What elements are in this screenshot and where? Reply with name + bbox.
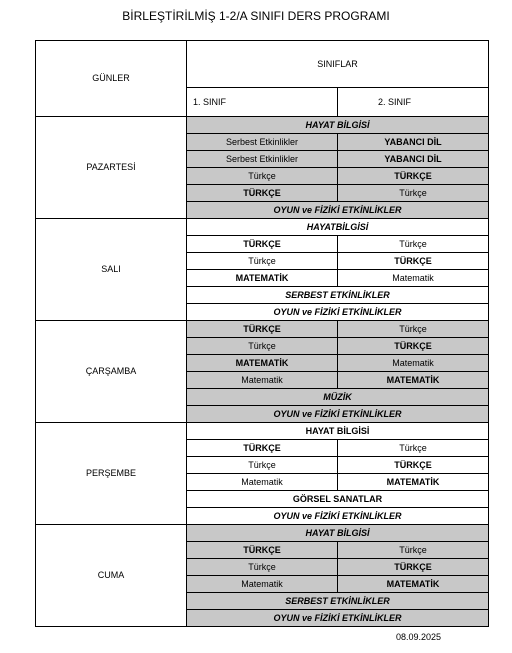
lesson-cell-class2: TÜRKÇE <box>338 168 489 185</box>
lesson-cell-class1: Serbest Etkinlikler <box>187 151 338 168</box>
schedule-table <box>35 40 489 627</box>
table-row <box>36 525 489 542</box>
table-row <box>36 423 489 440</box>
lesson-cell-class2: Türkçe <box>338 321 489 338</box>
lesson-cell-class1: Türkçe <box>187 168 338 185</box>
lesson-cell-merged: OYUN ve FİZİKİ ETKİNLİKLER <box>187 202 489 219</box>
lesson-cell-class2: YABANCI DİL <box>338 151 489 168</box>
lesson-cell-class2: TÜRKÇE <box>338 338 489 355</box>
lesson-cell-class1: Türkçe <box>187 559 338 576</box>
header-row <box>36 41 489 88</box>
table-row <box>36 321 489 338</box>
lesson-cell-class2: TÜRKÇE <box>338 457 489 474</box>
lesson-cell-class1: MATEMATİK <box>187 355 338 372</box>
class2-header: 2. SINIF <box>338 88 489 117</box>
document-date: 08.09.2025 <box>396 632 442 642</box>
lesson-cell-class2: Türkçe <box>338 542 489 559</box>
lesson-cell-merged: OYUN ve FİZİKİ ETKİNLİKLER <box>187 508 489 525</box>
lesson-cell-class2: Matematik <box>338 355 489 372</box>
day-name: PERŞEMBE <box>36 423 187 525</box>
lesson-cell-merged: OYUN ve FİZİKİ ETKİNLİKLER <box>187 406 489 423</box>
lesson-cell-class2: YABANCI DİL <box>338 134 489 151</box>
lesson-cell-merged: MÜZİK <box>187 389 489 406</box>
lesson-cell-class1: Matematik <box>187 576 338 593</box>
class1-header: 1. SINIF <box>187 88 338 117</box>
table-row <box>36 117 489 134</box>
day-name: ÇARŞAMBA <box>36 321 187 423</box>
lesson-cell-class1: Türkçe <box>187 457 338 474</box>
lesson-cell-class1: TÜRKÇE <box>187 440 338 457</box>
lesson-cell-merged: HAYAT BİLGİSİ <box>187 117 489 134</box>
lesson-cell-class1: Türkçe <box>187 338 338 355</box>
classes-header: SINIFLAR <box>187 41 489 88</box>
lesson-cell-class2: Türkçe <box>338 440 489 457</box>
lesson-cell-class1: TÜRKÇE <box>187 236 338 253</box>
lesson-cell-class2: Matematik <box>338 270 489 287</box>
lesson-cell-merged: GÖRSEL SANATLAR <box>187 491 489 508</box>
lesson-cell-class2: TÜRKÇE <box>338 559 489 576</box>
lesson-cell-merged: OYUN ve FİZİKİ ETKİNLİKLER <box>187 610 489 627</box>
lesson-cell-class2: MATEMATİK <box>338 372 489 389</box>
lesson-cell-merged: SERBEST ETKİNLİKLER <box>187 593 489 610</box>
lesson-cell-class1: TÜRKÇE <box>187 185 338 202</box>
day-name: PAZARTESİ <box>36 117 187 219</box>
lesson-cell-class2: TÜRKÇE <box>338 253 489 270</box>
lesson-cell-class1: Matematik <box>187 372 338 389</box>
lesson-cell-merged: HAYAT BİLGİSİ <box>187 423 489 440</box>
day-name: SALI <box>36 219 187 321</box>
lesson-cell-class2: Türkçe <box>338 185 489 202</box>
lesson-cell-merged: HAYAT BİLGİSİ <box>187 525 489 542</box>
page-title: BİRLEŞTİRİLMİŞ 1-2/A SINIFI DERS PROGRAMI <box>122 9 390 23</box>
lesson-cell-class1: Serbest Etkinlikler <box>187 134 338 151</box>
days-header: GÜNLER <box>36 41 187 117</box>
lesson-cell-class2: MATEMATİK <box>338 576 489 593</box>
lesson-cell-class2: Türkçe <box>338 236 489 253</box>
lesson-cell-class2: MATEMATİK <box>338 474 489 491</box>
day-name: CUMA <box>36 525 187 627</box>
table-row <box>36 219 489 236</box>
lesson-cell-class1: MATEMATİK <box>187 270 338 287</box>
lesson-cell-merged: SERBEST ETKİNLİKLER <box>187 287 489 304</box>
lesson-cell-merged: OYUN ve FİZİKİ ETKİNLİKLER <box>187 304 489 321</box>
lesson-cell-class1: TÜRKÇE <box>187 321 338 338</box>
lesson-cell-class1: TÜRKÇE <box>187 542 338 559</box>
lesson-cell-class1: Matematik <box>187 474 338 491</box>
lesson-cell-class1: Türkçe <box>187 253 338 270</box>
lesson-cell-merged: HAYATBİLGİSİ <box>187 219 489 236</box>
